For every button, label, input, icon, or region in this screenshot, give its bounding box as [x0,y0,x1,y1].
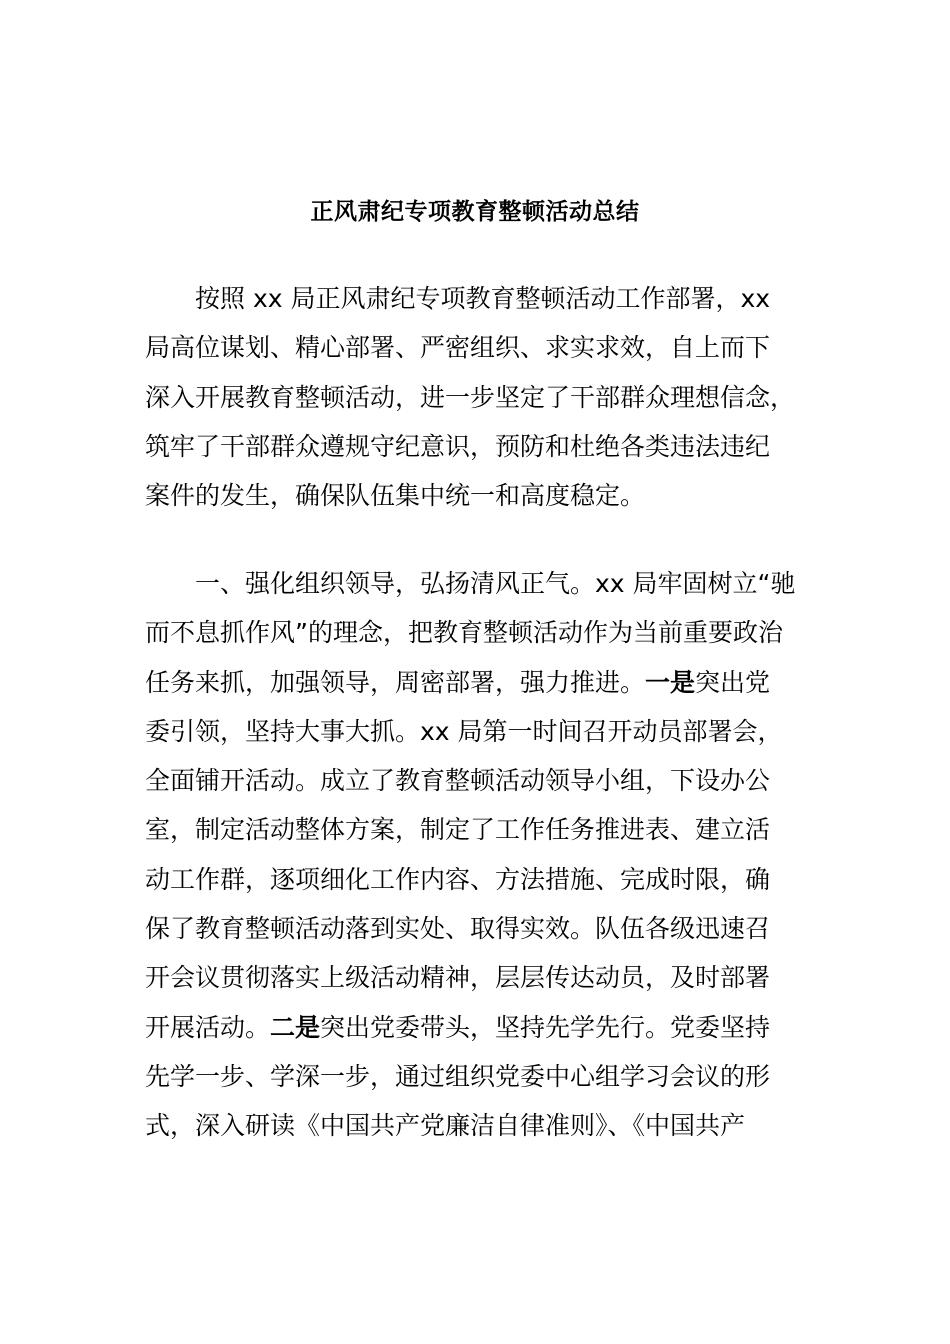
paragraph-line [145,608,805,657]
text-run: 委引领，坚持大事大抓。xx 局第一时间召开动员部署会， [145,716,783,746]
paragraph-line [145,559,805,608]
paragraph-line [145,422,805,471]
text-run: 开会议贯彻落实上级活动精神，层层传达动员，及时部署 [145,963,771,993]
paragraph-line [145,707,805,756]
paragraph-line [145,274,805,323]
document-title: 正风肃纪专项教育整顿活动总结 [310,199,640,225]
paragraph-line [145,904,805,953]
bold-run: 一是 [645,667,696,697]
paragraph-line [145,373,805,422]
text-run: 案件的发生，确保队伍集中统一和高度稳定。 [145,481,646,511]
text-run: 保了教育整顿活动落到实处、取得实效。队伍各级迅速召 [145,914,771,944]
text-run: 深入开展教育整顿活动，进一步坚定了干部群众理想信念， [145,382,796,412]
text-run: 按照 xx 局正风肃纪专项教育整顿活动工作部署，xx [195,284,771,313]
paragraph-line [145,471,805,520]
paragraph-line [145,1003,805,1052]
paragraph-section-one [145,559,805,1151]
paragraph-line [145,1052,805,1101]
text-run: 室，制定活动整体方案，制定了工作任务推进表、建立活 [145,815,771,845]
text-run: 而不息抓作风”的理念，把教育整顿活动作为当前重要政治 [145,618,783,648]
text-run: 动工作群，逐项细化工作内容、方法措施、完成时限，确 [145,864,771,894]
text-run: 全面铺开活动。成立了教育整顿活动领导小组，下设办公 [145,766,771,796]
paragraph-line [145,855,805,904]
text-run: 突出党 [695,667,771,697]
paragraph-line [145,658,805,707]
text-run: 一、强化组织领导，弘扬清风正气。xx 局牢固树立“驰 [195,569,796,598]
paragraph-intro [145,274,805,520]
text-run: 任务来抓，加强领导，周密部署，强力推进。 [145,667,646,697]
paragraph-line [145,805,805,854]
paragraph-line [145,756,805,805]
paragraph-line [145,1101,805,1150]
text-run: 局高位谋划、精心部署、严密组织、求实求效，自上而下 [145,333,771,363]
text-run: 式，深入研读《中国共产党廉洁自律准则》、《中国共产 [145,1111,746,1141]
bold-run: 二是 [270,1012,321,1042]
text-run: 先学一步、学深一步，通过组织党委中心组学习会议的形 [145,1061,771,1091]
text-run: 筑牢了干部群众遵规守纪意识，预防和杜绝各类违法违纪 [145,431,771,461]
paragraph-line [145,953,805,1002]
text-run: 开展活动。 [145,1012,271,1042]
paragraph-line [145,323,805,372]
text-run: 突出党委带头，坚持先学先行。党委坚持 [320,1012,771,1042]
